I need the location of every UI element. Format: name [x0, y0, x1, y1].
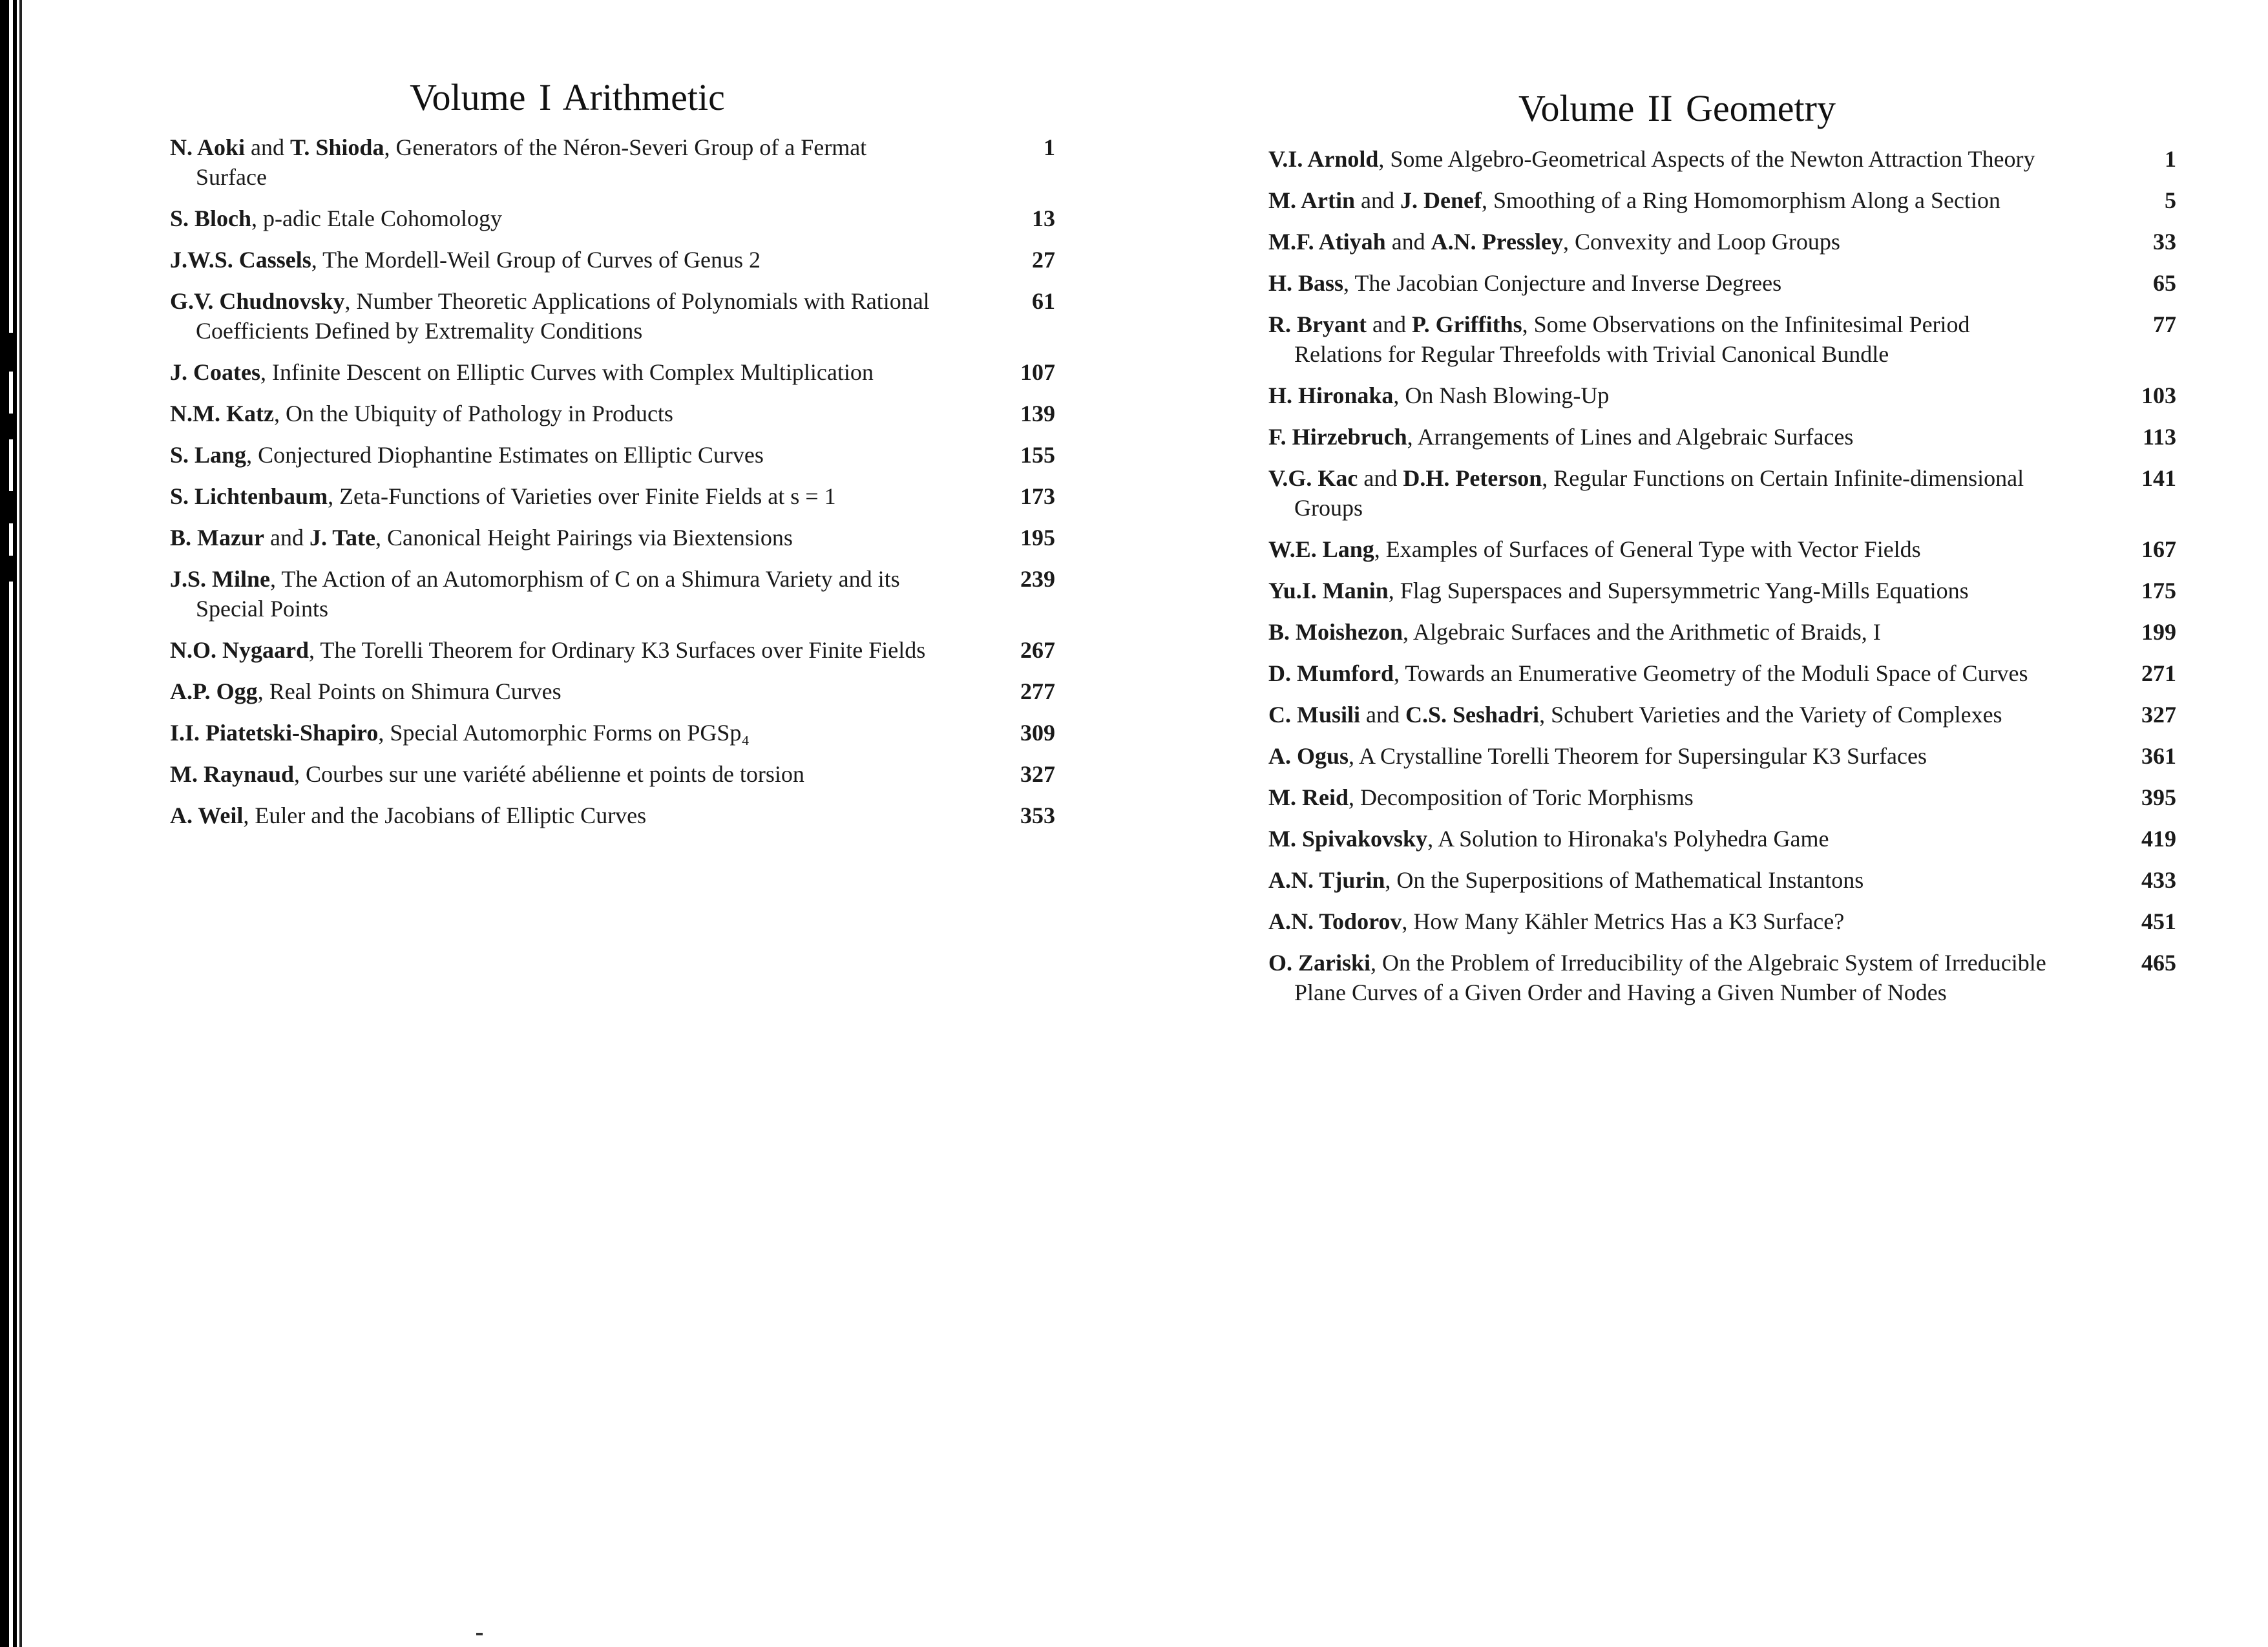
entry-title: , Schubert Varieties and the Variety of Complexes	[1539, 702, 2002, 728]
entry-page-number: 113	[2142, 424, 2176, 450]
toc-entry	[1268, 948, 2176, 1007]
volume-2-toc-list	[1268, 144, 2176, 1019]
toc-entry	[1268, 907, 2176, 936]
entry-authors: C. Musili	[1268, 702, 1361, 728]
entry-page-number: 327	[2141, 702, 2176, 728]
entry-page-number: 173	[1020, 483, 1055, 509]
toc-entry	[170, 564, 1055, 624]
entry-authors: M. Spivakovsky	[1268, 826, 1428, 852]
toc-entry	[170, 523, 1055, 552]
entry-joiner: and	[1385, 229, 1431, 255]
entry-joiner: and	[1367, 311, 1412, 337]
entry-page-number: 451	[2141, 908, 2176, 934]
entry-title: , The Jacobian Conjecture and Inverse Degrees	[1343, 270, 1782, 296]
entry-title: , Number Theoretic Applications of Polynomials with Rational Coefficients Defined by Extremality Conditions	[196, 288, 930, 344]
entry-authors: A. Ogus	[1268, 743, 1349, 769]
entry-authors: M. Raynaud	[170, 761, 295, 787]
entry-coauthors: J. Tate	[309, 525, 375, 551]
print-speck	[476, 1633, 483, 1635]
entry-title: , On the Problem of Irreducibility of the Algebraic System of Irreducible Plane Curves of a Given Order and Having a Given Number of Nodes	[1294, 950, 2046, 1005]
toc-entry	[170, 759, 1055, 789]
toc-entry	[170, 801, 1055, 830]
toc-entry	[1268, 617, 2176, 647]
entry-authors: F. Hirzebruch	[1268, 424, 1407, 450]
entry-title: , Convexity and Loop Groups	[1562, 229, 1840, 255]
entry-joiner: and	[1358, 465, 1403, 491]
toc-entry	[170, 245, 1055, 275]
entry-title: , Special Automorphic Forms on PGSp₄	[378, 720, 750, 746]
toc-entry	[1268, 700, 2176, 729]
entry-page-number: 65	[2153, 270, 2176, 296]
entry-coauthors: T. Shioda	[290, 134, 384, 160]
entry-authors: J.S. Milne	[170, 566, 271, 592]
entry-page-number: 277	[1020, 678, 1055, 704]
entry-page-number: 419	[2141, 826, 2176, 852]
entry-authors: V.I. Arnold	[1268, 146, 1379, 172]
entry-title: , Decomposition of Toric Morphisms	[1348, 784, 1694, 810]
entry-title: , p-adic Etale Cohomology	[251, 205, 502, 231]
entry-page-number: 353	[1020, 803, 1055, 828]
toc-entry	[170, 440, 1055, 470]
entry-authors: A. Weil	[170, 803, 244, 828]
entry-title: , Canonical Height Pairings via Biextensions	[375, 525, 793, 551]
entry-title: , On the Ubiquity of Pathology in Products	[273, 401, 673, 426]
binding-mark	[0, 333, 13, 372]
toc-entry	[1268, 268, 2176, 298]
entry-title: , Courbes sur une variété abélienne et points de torsion	[294, 761, 804, 787]
toc-entry	[1268, 782, 2176, 812]
entry-title: , On Nash Blowing-Up	[1393, 383, 1610, 408]
entry-title: , A Crystalline Torelli Theorem for Supersingular K3 Surfaces	[1349, 743, 1927, 769]
entry-page-number: 199	[2141, 619, 2176, 645]
toc-entry	[1268, 185, 2176, 215]
toc-entry	[1268, 227, 2176, 257]
entry-title: , The Action of an Automorphism of C on a Shimura Variety and its Special Points	[196, 566, 900, 622]
toc-entry	[1268, 463, 2176, 523]
entry-authors: A.N. Tjurin	[1268, 867, 1385, 893]
toc-entry	[170, 204, 1055, 233]
entry-page-number: 61	[1032, 288, 1055, 314]
binding-mark	[0, 556, 13, 582]
toc-entry	[170, 399, 1055, 428]
entry-page-number: 107	[1020, 359, 1055, 385]
toc-entry	[170, 481, 1055, 511]
entry-page-number: 195	[1020, 525, 1055, 551]
entry-page-number: 267	[1020, 637, 1055, 663]
entry-coauthors: J. Denef	[1400, 187, 1482, 213]
entry-title: , Examples of Surfaces of General Type with Vector Fields	[1374, 536, 1921, 562]
entry-title: , The Mordell-Weil Group of Curves of Genus 2	[311, 247, 761, 273]
entry-title: , Real Points on Shimura Curves	[257, 678, 562, 704]
entry-page-number: 395	[2141, 784, 2176, 810]
entry-title: , Infinite Descent on Elliptic Curves with Complex Multiplication	[260, 359, 874, 385]
binding-mark	[0, 414, 13, 439]
entry-joiner: and	[1354, 187, 1400, 213]
toc-entry	[1268, 865, 2176, 895]
toc-entry	[1268, 144, 2176, 174]
entry-coauthors: C.S. Seshadri	[1405, 702, 1540, 728]
entry-authors: M.F. Atiyah	[1268, 229, 1386, 255]
entry-title: , Zeta-Functions of Varieties over Finite Fields at s = 1	[328, 483, 836, 509]
entry-title: , Regular Functions on Certain Infinite-dimensional Groups	[1294, 465, 2024, 521]
entry-authors: W.E. Lang	[1268, 536, 1374, 562]
entry-title: , The Torelli Theorem for Ordinary K3 Surfaces over Finite Fields	[309, 637, 926, 663]
entry-joiner: and	[1360, 702, 1405, 728]
entry-page-number: 309	[1020, 720, 1055, 746]
entry-page-number: 103	[2141, 383, 2176, 408]
toc-entry	[1268, 422, 2176, 452]
entry-page-number: 1	[1044, 134, 1055, 160]
toc-entry	[1268, 741, 2176, 771]
entry-page-number: 1	[2165, 146, 2176, 172]
toc-entry	[1268, 824, 2176, 854]
entry-authors: J.W.S. Cassels	[170, 247, 311, 273]
entry-authors: Yu.I. Manin	[1268, 578, 1389, 603]
entry-authors: A.N. Todorov	[1268, 908, 1402, 934]
entry-page-number: 13	[1032, 205, 1055, 231]
entry-authors: O. Zariski	[1268, 950, 1371, 976]
entry-page-number: 139	[1020, 401, 1055, 426]
entry-page-number: 33	[2153, 229, 2176, 255]
entry-coauthors: D.H. Peterson	[1403, 465, 1542, 491]
toc-entry	[170, 286, 1055, 346]
toc-entry	[170, 357, 1055, 387]
entry-page-number: 327	[1020, 761, 1055, 787]
toc-entry	[170, 635, 1055, 665]
entry-title: , Conjectured Diophantine Estimates on Elliptic Curves	[246, 442, 764, 468]
entry-authors: M. Reid	[1268, 784, 1349, 810]
entry-page-number: 155	[1020, 442, 1055, 468]
entry-authors: I.I. Piatetski-Shapiro	[170, 720, 379, 746]
entry-authors: M. Artin	[1268, 187, 1355, 213]
entry-coauthors: P. Griffiths	[1411, 311, 1522, 337]
entry-authors: N. Aoki	[170, 134, 246, 160]
toc-entry	[170, 718, 1055, 748]
entry-page-number: 433	[2141, 867, 2176, 893]
entry-authors: N.O. Nygaard	[170, 637, 309, 663]
entry-title: , Arrangements of Lines and Algebraic Surfaces	[1407, 424, 1854, 450]
entry-title: , Euler and the Jacobians of Elliptic Curves	[243, 803, 647, 828]
book-binding-edge	[0, 0, 30, 1647]
entry-page-number: 27	[1032, 247, 1055, 273]
toc-entry	[1268, 309, 2176, 369]
entry-page-number: 141	[2141, 465, 2176, 491]
binding-mark	[0, 491, 13, 523]
toc-entry	[1268, 534, 2176, 564]
entry-page-number: 361	[2141, 743, 2176, 769]
entry-authors: S. Bloch	[170, 205, 252, 231]
entry-authors: J. Coates	[170, 359, 260, 385]
toc-entry	[170, 132, 1055, 192]
entry-coauthors: A.N. Pressley	[1431, 229, 1563, 255]
toc-entry	[1268, 658, 2176, 688]
entry-title: , On the Superpositions of Mathematical Instantons	[1385, 867, 1864, 893]
entry-page-number: 465	[2141, 950, 2176, 976]
entry-page-number: 271	[2141, 660, 2176, 686]
entry-page-number: 175	[2141, 578, 2176, 603]
entry-title: , How Many Kähler Metrics Has a K3 Surface?	[1402, 908, 1845, 934]
entry-page-number: 239	[1020, 566, 1055, 592]
entry-title: , A Solution to Hironaka's Polyhedra Game	[1427, 826, 1829, 852]
entry-title: , Generators of the Néron-Severi Group of a Fermat Surface	[196, 134, 867, 190]
volume-1-heading: Volume I Arithmetic	[410, 76, 725, 118]
entry-page-number: 77	[2153, 311, 2176, 337]
entry-authors: B. Moishezon	[1268, 619, 1403, 645]
entry-authors: N.M. Katz	[170, 401, 274, 426]
entry-authors: G.V. Chudnovsky	[170, 288, 345, 314]
entry-page-number: 167	[2141, 536, 2176, 562]
entry-authors: A.P. Ogg	[170, 678, 258, 704]
volume-1-toc-list	[170, 132, 1055, 842]
entry-authors: H. Hironaka	[1268, 383, 1394, 408]
entry-joiner: and	[264, 525, 310, 551]
entry-authors: D. Mumford	[1268, 660, 1394, 686]
entry-title: , Algebraic Surfaces and the Arithmetic of Braids, I	[1403, 619, 1881, 645]
entry-authors: H. Bass	[1268, 270, 1344, 296]
toc-entry	[1268, 381, 2176, 410]
toc-entry	[1268, 576, 2176, 605]
entry-authors: R. Bryant	[1268, 311, 1367, 337]
entry-title: , Some Algebro-Geometrical Aspects of the Newton Attraction Theory	[1378, 146, 2035, 172]
entry-authors: B. Mazur	[170, 525, 264, 551]
entry-title: , Some Observations on the Infinitesimal Period Relations for Regular Threefolds with Trivial Canonical Bundle	[1294, 311, 1970, 367]
entry-title: , Smoothing of a Ring Homomorphism Along a Section	[1481, 187, 2000, 213]
entry-authors: S. Lichtenbaum	[170, 483, 328, 509]
entry-title: , Towards an Enumerative Geometry of the Moduli Space of Curves	[1393, 660, 2028, 686]
entry-page-number: 5	[2165, 187, 2176, 213]
entry-joiner: and	[245, 134, 291, 160]
entry-authors: V.G. Kac	[1268, 465, 1358, 491]
entry-authors: S. Lang	[170, 442, 247, 468]
volume-2-heading: Volume II Geometry	[1518, 87, 1836, 129]
toc-entry	[170, 677, 1055, 706]
entry-title: , Flag Superspaces and Supersymmetric Yang-Mills Equations	[1388, 578, 1969, 603]
